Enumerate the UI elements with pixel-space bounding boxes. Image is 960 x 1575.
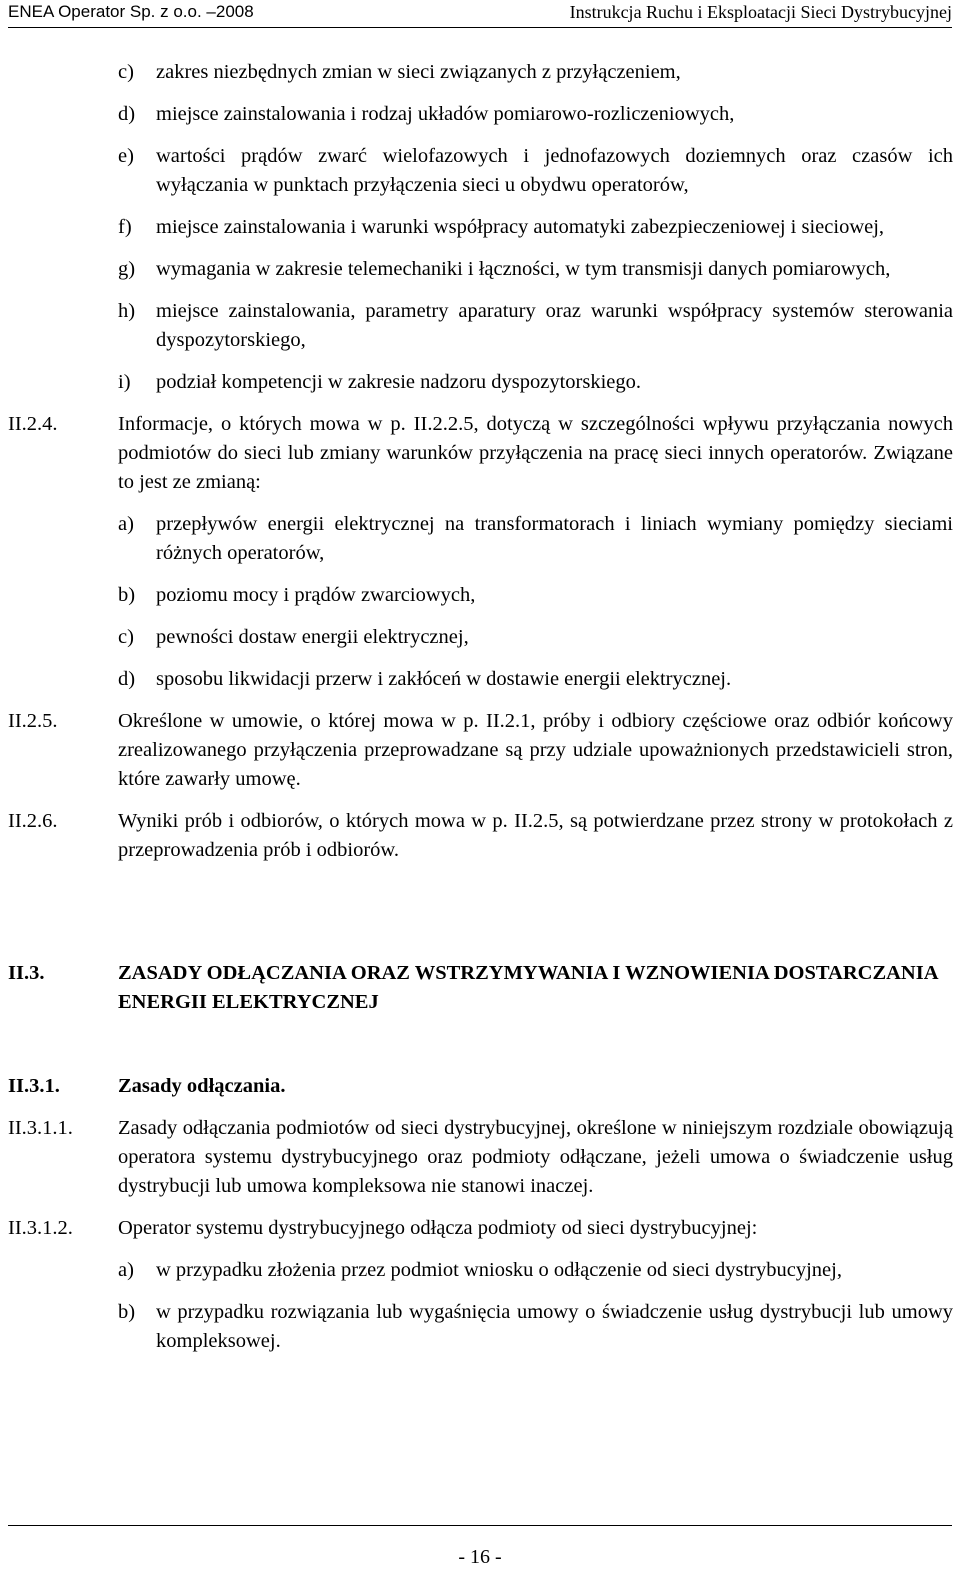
- list-item-text: miejsce zainstalowania i rodzaj układów pomiarowo-rozliczeniowych,: [156, 103, 735, 125]
- list-item-text: pewności dostaw energii elektrycznej,: [156, 626, 469, 648]
- list-item: [0, 142, 960, 200]
- list-item: [0, 368, 960, 397]
- list-item-text: wartości prądów zwarć wielofazowych i jednofazowych doziemnych oraz czasów ich wyłączania w punktach przyłączenia sieci u obydwu operatorów,: [156, 145, 953, 196]
- list-item-text: w przypadku rozwiązania lub wygaśnięcia umowy o świadczenie usług dystrybucji lub umowy kompleksowej.: [156, 1301, 953, 1352]
- header-rule: [8, 27, 952, 28]
- list-item: [0, 297, 960, 355]
- section-title: ZASADY ODŁĄCZANIA ORAZ WSTRZYMYWANIA I WZNOWIENIA DOSTARCZANIA ENERGII ELEKTRYCZNEJ: [118, 962, 938, 1013]
- list-item-label: i): [118, 371, 131, 393]
- subsection-number: II.3.1.: [8, 1075, 60, 1097]
- paragraph-number: II.3.1.2.: [8, 1217, 73, 1239]
- header-document-title: Instrukcja Ruchu i Eksploatacji Sieci Dystrybucyjnej: [569, 2, 952, 22]
- list-item-text: w przypadku złożenia przez podmiot wniosku o odłączenie od sieci dystrybucyjnej,: [156, 1259, 842, 1281]
- list-item-label: c): [118, 61, 134, 83]
- paragraph-number: II.2.6.: [8, 810, 58, 832]
- paragraph-ii-2-6: [0, 807, 960, 865]
- subsection-heading-ii-3-1: [0, 1072, 960, 1101]
- paragraph-text: Określone w umowie, o której mowa w p. II.2.1, próby i odbiory częściowe oraz odbiór końcowy zrealizowanego przyłączenia przeprowadzane są przy udziale upoważnionych przedstawicieli stron, które zawarły umowę.: [118, 710, 953, 790]
- list-item: [0, 255, 960, 284]
- list-item: [0, 665, 960, 694]
- list-item-label: e): [118, 145, 134, 167]
- footer-rule: [8, 1525, 952, 1526]
- list-item: [0, 1298, 960, 1356]
- subsection-title: Zasady odłączania.: [118, 1075, 286, 1097]
- paragraph-text: Wyniki prób i odbiorów, o których mowa w p. II.2.5, są potwierdzane przez strony w protokołach z przeprowadzenia prób i odbiorów.: [118, 810, 953, 861]
- list-item: [0, 1256, 960, 1285]
- paragraph-number: II.2.5.: [8, 710, 58, 732]
- list-item: [0, 58, 960, 87]
- list-item-text: miejsce zainstalowania, parametry aparatury oraz warunki współpracy systemów sterowania dyspozytorskiego,: [156, 300, 953, 351]
- paragraph-text: Informacje, o których mowa w p. II.2.2.5, dotyczą w szczególności wpływu przyłączania nowych podmiotów do sieci lub zmiany warunków przyłączenia na pracę sieci innych operatorów. Związane to jest ze zmianą:: [118, 413, 953, 493]
- paragraph-text: Operator systemu dystrybucyjnego odłącza podmioty od sieci dystrybucyjnej:: [118, 1217, 758, 1239]
- list-item-text: wymagania w zakresie telemechaniki i łączności, w tym transmisji danych pomiarowych,: [156, 258, 891, 280]
- list-item-label: g): [118, 258, 136, 280]
- section-number: II.3.: [8, 962, 45, 984]
- list-item-text: poziomu mocy i prądów zwarciowych,: [156, 584, 476, 606]
- paragraph-ii-3-1-1: [0, 1114, 960, 1201]
- list-item-label: f): [118, 216, 132, 238]
- page-header: [8, 0, 952, 28]
- list-item: [0, 100, 960, 129]
- header-company: ENEA Operator Sp. z o.o. –2008: [8, 2, 254, 21]
- list-item-text: sposobu likwidacji przerw i zakłóceń w dostawie energii elektrycznej.: [156, 668, 732, 690]
- list-item: [0, 510, 960, 568]
- paragraph-ii-2-5: [0, 707, 960, 794]
- paragraph-ii-2-4: [0, 410, 960, 497]
- paragraph-ii-3-1-2: [0, 1214, 960, 1243]
- section-heading-ii-3: [0, 959, 960, 1017]
- list-item-text: przepływów energii elektrycznej na transformatorach i liniach wymiany pomiędzy sieciami różnych operatorów,: [156, 513, 953, 564]
- list-item-label: d): [118, 103, 136, 125]
- list-item-label: a): [118, 1259, 134, 1281]
- list-item: [0, 213, 960, 242]
- list-item-text: miejsce zainstalowania i warunki współpracy automatyki zabezpieczeniowej i sieciowej,: [156, 216, 885, 238]
- list-item: [0, 623, 960, 652]
- paragraph-text: Zasady odłączania podmiotów od sieci dystrybucyjnej, określone w niniejszym rozdziale obowiązują operatora systemu dystrybucyjnego oraz podmioty odłączane, jeżeli umowa o świadczenie usług dystrybucji lub umowa kompleksowa nie stanowi inaczej.: [118, 1117, 953, 1197]
- paragraph-number: II.2.4.: [8, 413, 58, 435]
- list-item-label: b): [118, 1301, 136, 1323]
- paragraph-number: II.3.1.1.: [8, 1117, 73, 1139]
- list-item: [0, 581, 960, 610]
- page-content: [0, 58, 960, 1369]
- list-item-text: zakres niezbędnych zmian w sieci związanych z przyłączeniem,: [156, 61, 681, 83]
- list-item-label: d): [118, 668, 136, 690]
- list-item-label: h): [118, 300, 136, 322]
- list-item-label: b): [118, 584, 136, 606]
- list-item-text: podział kompetencji w zakresie nadzoru dyspozytorskiego.: [156, 371, 642, 393]
- page-number: - 16 -: [458, 1546, 502, 1568]
- list-item-label: a): [118, 513, 134, 535]
- list-item-label: c): [118, 626, 134, 648]
